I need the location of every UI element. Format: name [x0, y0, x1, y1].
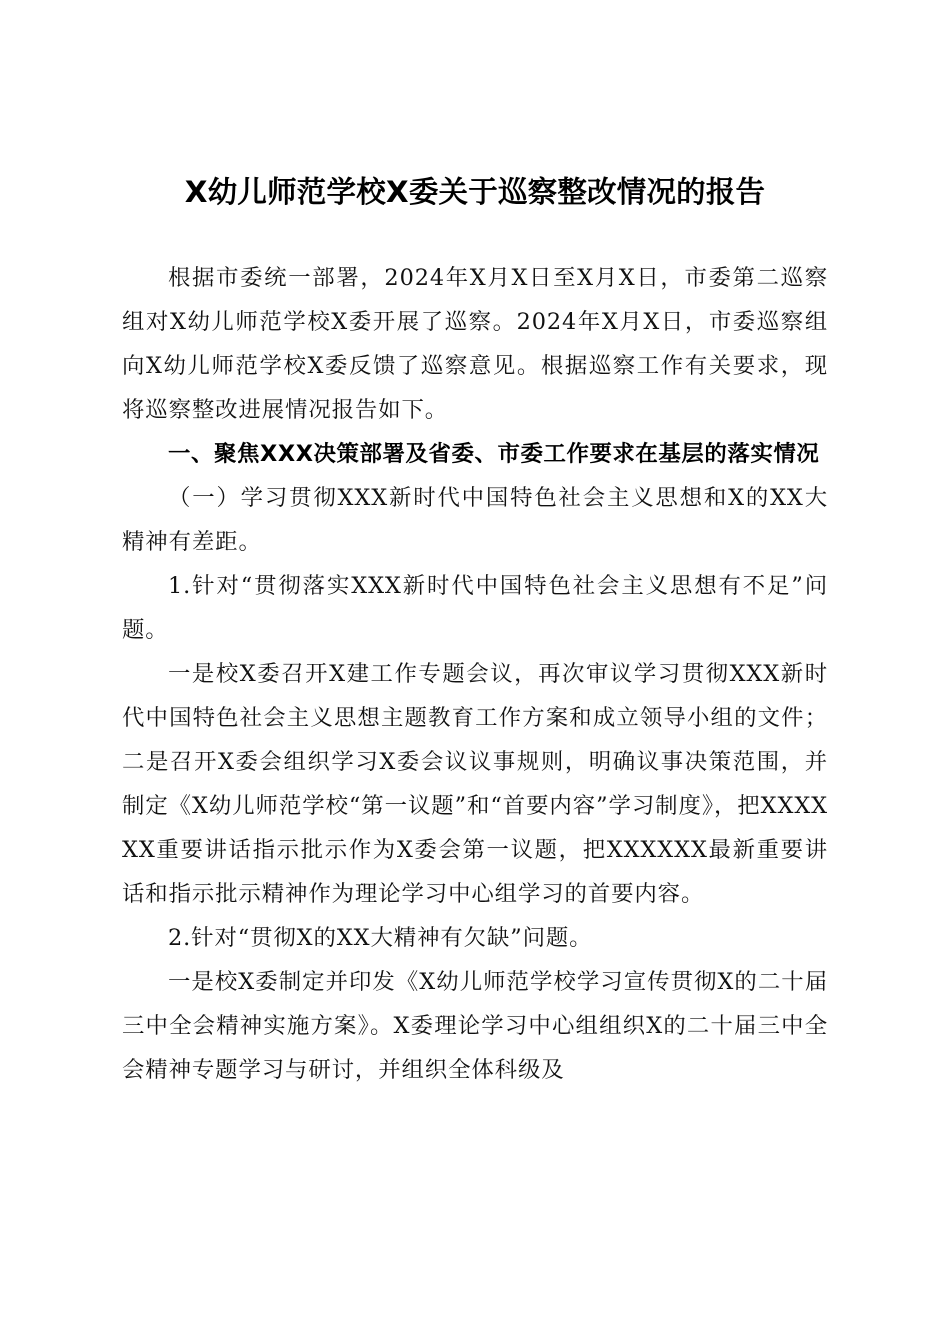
- paragraph-item-2-measures: 一是校X委制定并印发《X幼儿师范学校学习宣传贯彻X的二十届三中全会精神实施方案》。X委理论学习中心组组织X的二十届三中全会精神专题学习与研讨，并组织全体科级及: [122, 969, 828, 1083]
- document-content: [122, 0, 828, 1232]
- document-title: X幼儿师范学校X委关于巡察整改情况的报告: [184, 175, 766, 209]
- paragraph-item-1-measures: 一是校X委召开X建工作专题会议，再次审议学习贯彻XXX新时代中国特色社会主义思想主题教育工作方案和成立领导小组的文件；二是召开X委会组织学习X委会议议事规则，明确议事决策范围，并制定《X幼儿师范学校“第一议题”和“首要内容”学习制度》，把XXXXXX重要讲话指示批示作为X委会第一议题，把XXXXXX最新重要讲话和指示批示精神作为理论学习中心组学习的首要内容。: [122, 661, 828, 907]
- subsection-heading-one: （一）学习贯彻XXX新时代中国特色社会主义思想和X的XX大精神有差距。: [122, 485, 828, 555]
- section-heading-one: 一、聚焦XXX决策部署及省委、市委工作要求在基层的落实情况: [168, 441, 820, 467]
- paragraph-intro: 根据市委统一部署，2024年X月X日至X月X日，市委第二巡察组对X幼儿师范学校X委开展了巡察。2024年X月X日，市委巡察组向X幼儿师范学校X委反馈了巡察意见。根据巡察工作有关要求，现将巡察整改进展情况报告如下。: [122, 265, 828, 423]
- numbered-item-1: 1.针对“贯彻落实XXX新时代中国特色社会主义思想有不足”问题。: [122, 573, 828, 643]
- numbered-item-2: 2.针对“贯彻X的XX大精神有欠缺”问题。: [168, 925, 593, 951]
- page-bottom-spacer: [122, 1092, 828, 1232]
